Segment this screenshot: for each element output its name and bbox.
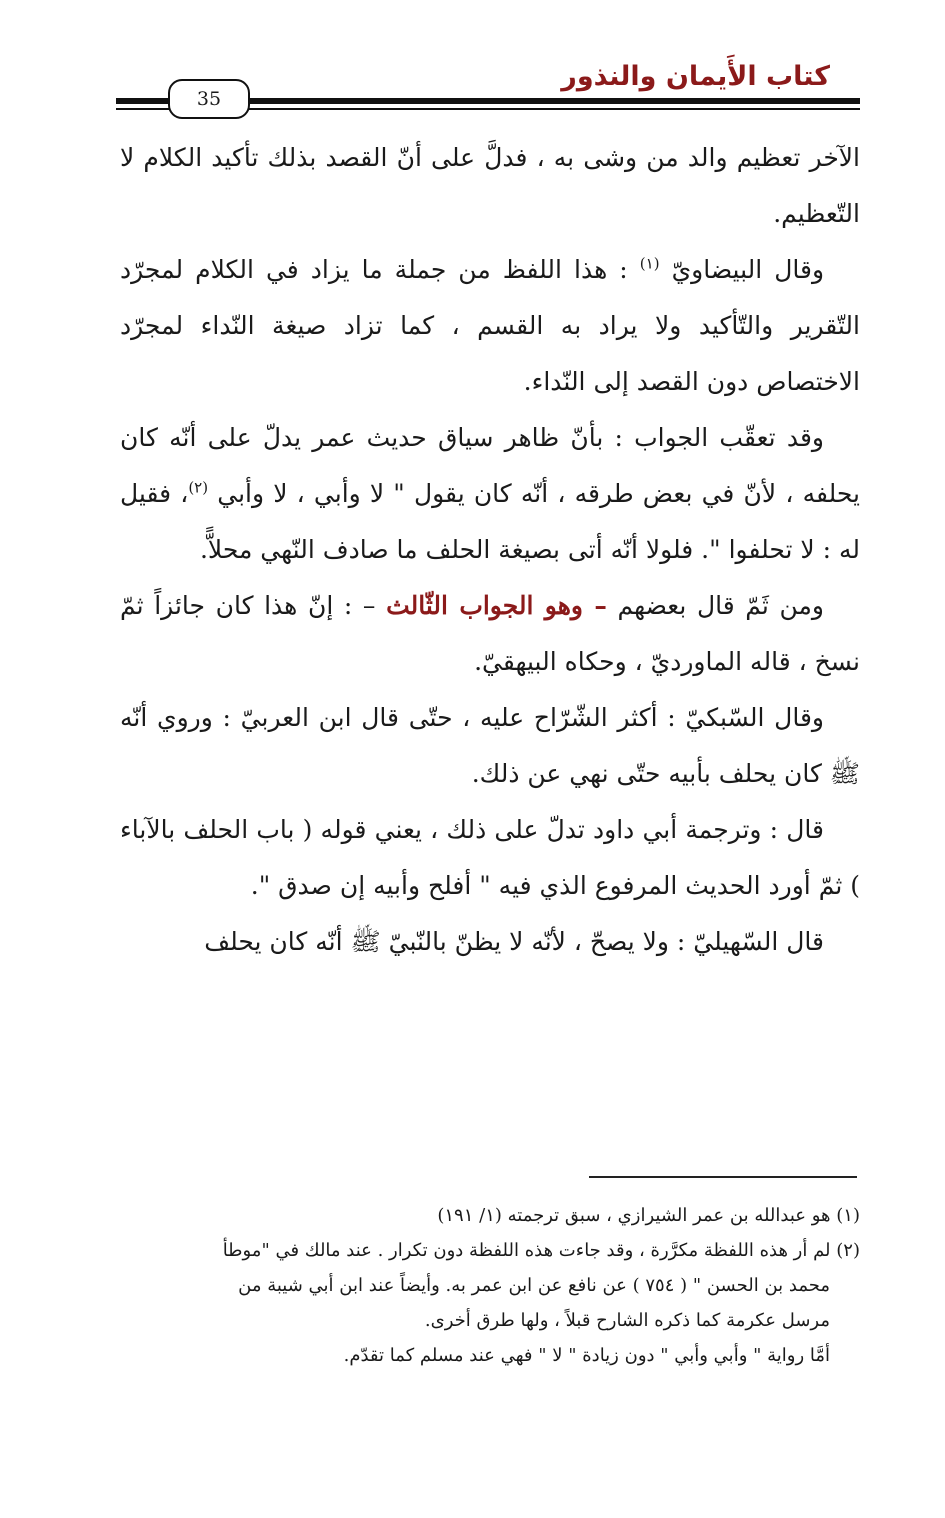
- paragraph-5: وقال السّبكيّ : أكثر الشّرّاح عليه ، حتّى قال ابن العربيّ : وروي أنّه ﷺ كان يحلف بأبيه حتّى نهي عن ذلك.: [120, 703, 860, 788]
- footnote-separator: [589, 1176, 857, 1178]
- footnote-2-line-1: (٢) لم أر هذه اللفظة مكرَّرة ، وقد جاءت هذه اللفظة دون تكرار . عند مالك في "موطأ: [222, 1240, 860, 1261]
- paragraph-3-text-start: وقد تعقّب الجواب : بأنّ ظاهر سياق حديث عمر يدلّ على أنّه كان يحلفه ، لأنّ في بعض طرقه ، أنّه كان يقول " لا وأبي ، لا وأبي: [120, 423, 860, 508]
- footnote-2-line-2: محمد بن الحسن " ( ٧٥٤ ) عن نافع عن ابن عمر به. وأيضاً عند ابن أبي شيبة من: [238, 1275, 830, 1296]
- footnote-ref-1: (١): [639, 254, 660, 273]
- footnotes: [120, 1198, 860, 1373]
- page-header: [116, 55, 860, 135]
- paragraph-7: قال السّهيليّ : ولا يصحّ ، لأنّه لا يظنّ بالنّبيّ ﷺ أنّه كان يحلف: [204, 927, 824, 956]
- paragraph-3-text-end: ، فقيل له : لا تحلفوا ". فلولا أنّه أتى بصيغة الحلف ما صادف النّهي محلاًّ.: [120, 479, 860, 564]
- main-text: [120, 130, 860, 970]
- paragraph-4-text-end: – : إنّ هذا كان جائزاً ثمّ نسخ ، قاله الماورديّ ، وحكاه البيهقيّ.: [120, 591, 860, 676]
- page-number: 35: [168, 79, 250, 119]
- paragraph-1: الآخر تعظيم والد من وشى به ، فدلَّ على أنّ القصد بذلك تأكيد الكلام لا التّعظيم.: [120, 143, 860, 228]
- footnote-2-line-4: أمَّا رواية " وأبي وأبي " دون زيادة " لا " فهي عند مسلم كما تقدّم.: [343, 1345, 830, 1366]
- footnote-1: (١) هو عبدالله بن عمر الشيرازي ، سبق ترجمته (١/ ١٩١): [437, 1205, 860, 1226]
- paragraph-2: [120, 242, 860, 410]
- paragraph-4: [120, 578, 860, 690]
- paragraph-4-text-start: ومن ثَمّ قال بعضهم: [617, 591, 825, 620]
- highlighted-phrase: – وهو الجواب الثّالث: [386, 591, 607, 620]
- paragraph-6: قال : وترجمة أبي داود تدلّ على ذلك ، يعني قوله ( باب الحلف بالآباء ) ثمّ أورد الحديث المرفوع الذي فيه " أفلح وأبيه إن صدق ".: [120, 815, 860, 900]
- paragraph-2-text-end: : هذا اللفظ من جملة ما يزاد في الكلام لمجرّد التّقرير والتّأكيد ولا يراد به القسم ، كما تزاد صيغة النّداء لمجرّد الاختصاص دون القصد إلى النّداء.: [120, 255, 860, 396]
- paragraph-3: [120, 410, 860, 578]
- book-title: كتاب الأَيمان والنذور: [561, 61, 830, 92]
- paragraph-2-text-start: وقال البيضاويّ: [671, 255, 825, 284]
- footnote-2-line-3: مرسل عكرمة كما ذكره الشارح قبلاً ، ولها طرق أخرى.: [424, 1310, 830, 1331]
- footnote-ref-2: (٢): [188, 478, 209, 497]
